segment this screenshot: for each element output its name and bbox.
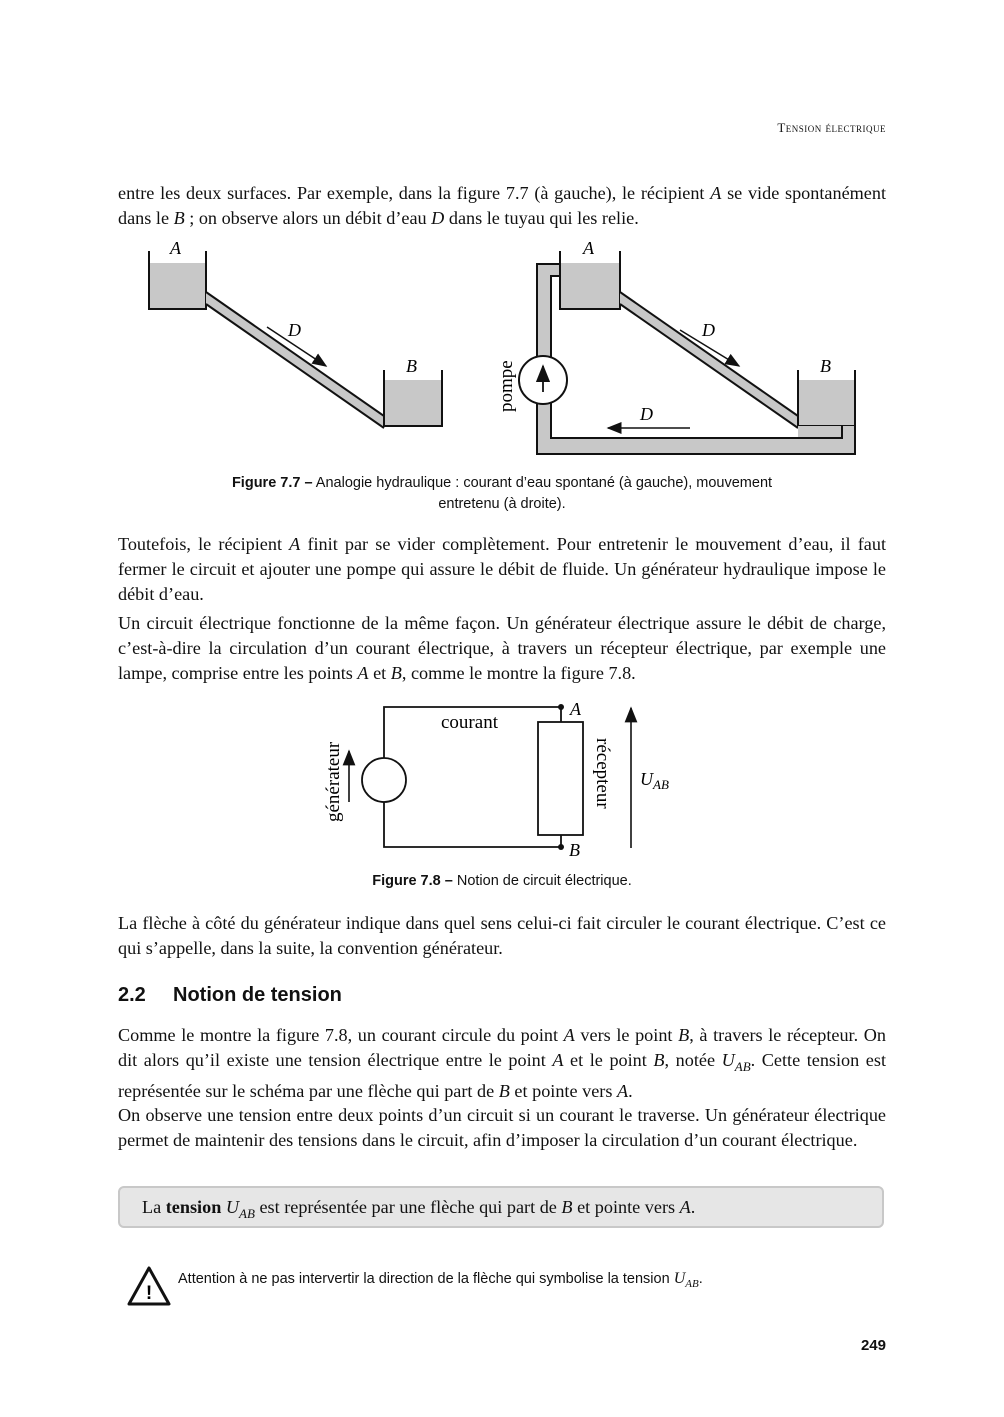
label-generateur: générateur [323,741,344,822]
label-b-left: B [406,356,417,376]
container-b-right-water [798,380,854,426]
warning-text: Attention à ne pas intervertir la direction de la flèche qui symbolise la tension $U_{AB}$. [178,1270,703,1290]
label-b-right: B [820,356,831,376]
label-uab: $U_{AB}$ [640,769,669,792]
label-a-left: A [170,238,181,258]
running-header: Tension électrique [777,120,886,135]
figure-7-7-hydraulic-analogy [130,236,870,466]
label-node-b: B [569,840,580,860]
figure-7-8-circuit [310,696,690,864]
node-b [558,844,564,850]
paragraph-circuit: Un circuit électrique fonctionne de la même façon. Un générateur électrique assure le débit de charge, c’est-à-dire la circulation d’un courant électrique, à travers un récepteur électrique, par exemple une lampe, comprise entre les points A et B, comme le montre la figure 7.8. [118,613,886,683]
section-heading: 2.2 Notion de tension [118,984,342,1006]
container-b-water [384,380,442,426]
label-d-return: D [640,404,653,424]
definition-box: La tension $U_{AB}$ est représentée par une flèche qui part de B et pointe vers A. [118,1186,884,1228]
paragraph-toutefois: Toutefois, le récipient A finit par se vider complètement. Pour entretenir le mouvement d’eau, il faut fermer le circuit et ajouter une pompe qui assure le débit de fluide. Un générateur hydraulique impose le débit d’eau. [118,534,886,604]
recepteur-box [538,722,583,835]
figure-7-8-caption: Figure 7.8 – Notion de circuit électrique. [372,873,632,889]
warning-glyph: ! [145,1283,153,1304]
generator-icon [362,758,406,802]
label-node-a: A [570,699,581,719]
node-a [558,704,564,710]
paragraph-observe: On observe une tension entre deux points d’un circuit si un courant le traverse. Un générateur électrique permet de maintenir des tensions dans le circuit, afin d’imposer la circulation d’un courant électrique. [118,1105,886,1150]
label-d-left: D [288,320,301,340]
label-courant: courant [441,712,498,733]
label-a-right: A [583,238,594,258]
label-pompe: pompe [496,360,517,412]
paragraph-intro: entre les deux surfaces. Par exemple, dans la figure 7.7 (à gauche), le récipient A se vide spontanément dans le B ; on observe alors un débit d’eau D dans le tuyau qui les relie. [118,183,887,228]
paragraph-tension: Comme le montre la figure 7.8, un courant circule du point A vers le point B, à travers le récepteur. On dit alors qu’il existe une tension électrique entre le point A et le point B, notée $U_{AB}$. Cette tension est représentée sur le schéma par une flèche qui part de B et pointe vers A. [118,1025,887,1101]
figure-7-7-caption: Figure 7.7 – Analogie hydraulique : courant d’eau spontané (à gauche), mouvement entretenu (à droite). [231,475,773,512]
warning-triangle-icon [126,1265,172,1307]
page-number: 249 [860,1337,886,1354]
container-a-water [149,263,206,309]
label-recepteur: récepteur [592,738,613,809]
pipe-left [206,292,384,428]
paragraph-fleche: La flèche à côté du générateur indique dans quel sens celui-ci fait circuler le courant électrique. C’est ce qui s’appelle, dans la suite, la convention générateur. [118,913,886,958]
label-d-right: D [702,320,715,340]
container-a-right-water [560,263,620,309]
